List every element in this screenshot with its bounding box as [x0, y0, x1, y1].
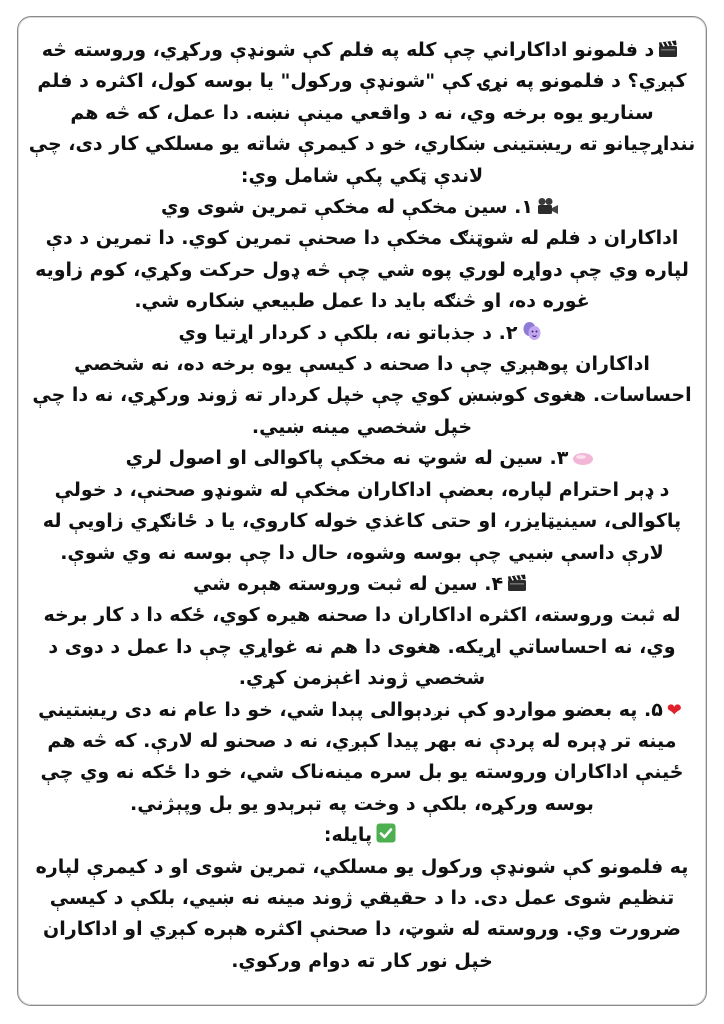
section-2-heading — [26, 318, 698, 349]
check-mark-icon — [376, 823, 396, 843]
section-1-heading — [26, 192, 698, 223]
section-3-heading — [26, 443, 698, 474]
performing-arts-icon — [522, 321, 542, 341]
section-1-body: اداکاران د فلم له شوټنګ مخکې دا صحنې تمرین کوي. دا تمرین د دې لپاره وي چې دواړه لوري پوه شي چې څه ډول حرکت وکړي، کوم زاویه غوره ده، او څنګه باید دا عمل طبیعي ښکاره شي. — [35, 227, 689, 313]
section-5-body: ریښتیني مینه تر ډېره له پردې نه بهر پیدا کېږي، نه د صحنو له لارې. که څه هم ځینې اداکاران وروسته یو بل سره مینه‌ناک شي، خو دا ځکه نه وي چې بوسه ورکړه، بلکې د وخت په تېرېدو یو بل وپېژني. — [38, 698, 684, 815]
section-4-body: له ثبت وروسته، اکثره اداکاران دا صحنه هیره کوي، ځکه دا د کار برخه وي، نه احساساتي اړیکه. هغوی دا هم نه غواړي چې دا عمل د دوی د شخصي ژوند اغېزمن کړي. — [43, 604, 681, 690]
section-1-heading-text: ۱. سین مخکې له مخکې تمرین شوی وي — [161, 196, 533, 219]
section-3-body: د ډېر احترام لپاره، بعضې اداکاران مخکې له شونډو صحنې، د خولې پاکوالی، سینیټایزر، او حتی کاغذي خوله کاروي، یا د ځانګړي زاویې له لارې داسې ښیي چې بوسه وشوه، حال دا چې بوسه نه وي شوې. — [42, 478, 682, 564]
intro-text: د فلمونو اداکاراني چې کله په فلم کې شونډې ورکړي، وروسته څه کېږي؟ د فلمونو په نړۍ کې "شونډې ورکول" یا بوسه کول، اکثره د فلم سناریو یوه برخه وي، نه د واقعي مینې نښه. دا عمل، که څه هم ننداړچیانو ته ریښتینی ښکاري، خو د کیمرې شاته یو مسلکي کار دی، چې لاندې ټکي پکې شامل وي: — [28, 39, 696, 187]
conclusion-heading-text: پایله: — [323, 824, 373, 847]
section-5-heading-text: ۵. په بعضو مواردو کې نږدېوالی پېدا شي، خو دا عام نه دی — [124, 698, 663, 721]
section-5-paragraph — [26, 695, 698, 821]
post-text — [26, 35, 698, 977]
intro-paragraph — [26, 35, 698, 192]
section-3-heading-text: ۳. سین له شوټ نه مخکې پاکوالی او اصول لري — [125, 447, 569, 470]
movie-camera-icon — [537, 197, 559, 215]
clapper-board-icon — [507, 574, 527, 592]
section-2-heading-text: ۲. د جذباتو نه، بلکې د کردار اړتیا وي — [178, 321, 518, 344]
clapper-board-icon — [658, 40, 678, 58]
conclusion-heading — [26, 820, 698, 851]
section-4-heading — [26, 569, 698, 600]
section-4-heading-text: ۴. سین له ثبت وروسته هېره شي — [192, 572, 504, 595]
post-card — [17, 16, 707, 1006]
red-heart-icon: ❤ — [666, 699, 682, 721]
section-2-body: اداکاران پوهېږي چې دا صحنه د کیسې یوه برخه ده، نه شخصي احساسات. هغوی کوښښ کوي چې خپل کردار ته ژوند ورکړي، نه دا چې خپل شخصي مینه ښیي. — [32, 353, 692, 438]
soap-icon — [572, 450, 594, 466]
conclusion-body: په فلمونو کې شونډې ورکول یو مسلکي، تمرین شوی او د کیمرې لپاره تنظیم شوی عمل دی. دا د حقیقي ژوند مینه نه ښیي، بلکې د کیسې ضرورت وي. وروسته له شوټ، دا صحنې اکثره هېره کېږي او اداکاران خپل نور کار ته دوام ورکوي. — [35, 855, 689, 972]
